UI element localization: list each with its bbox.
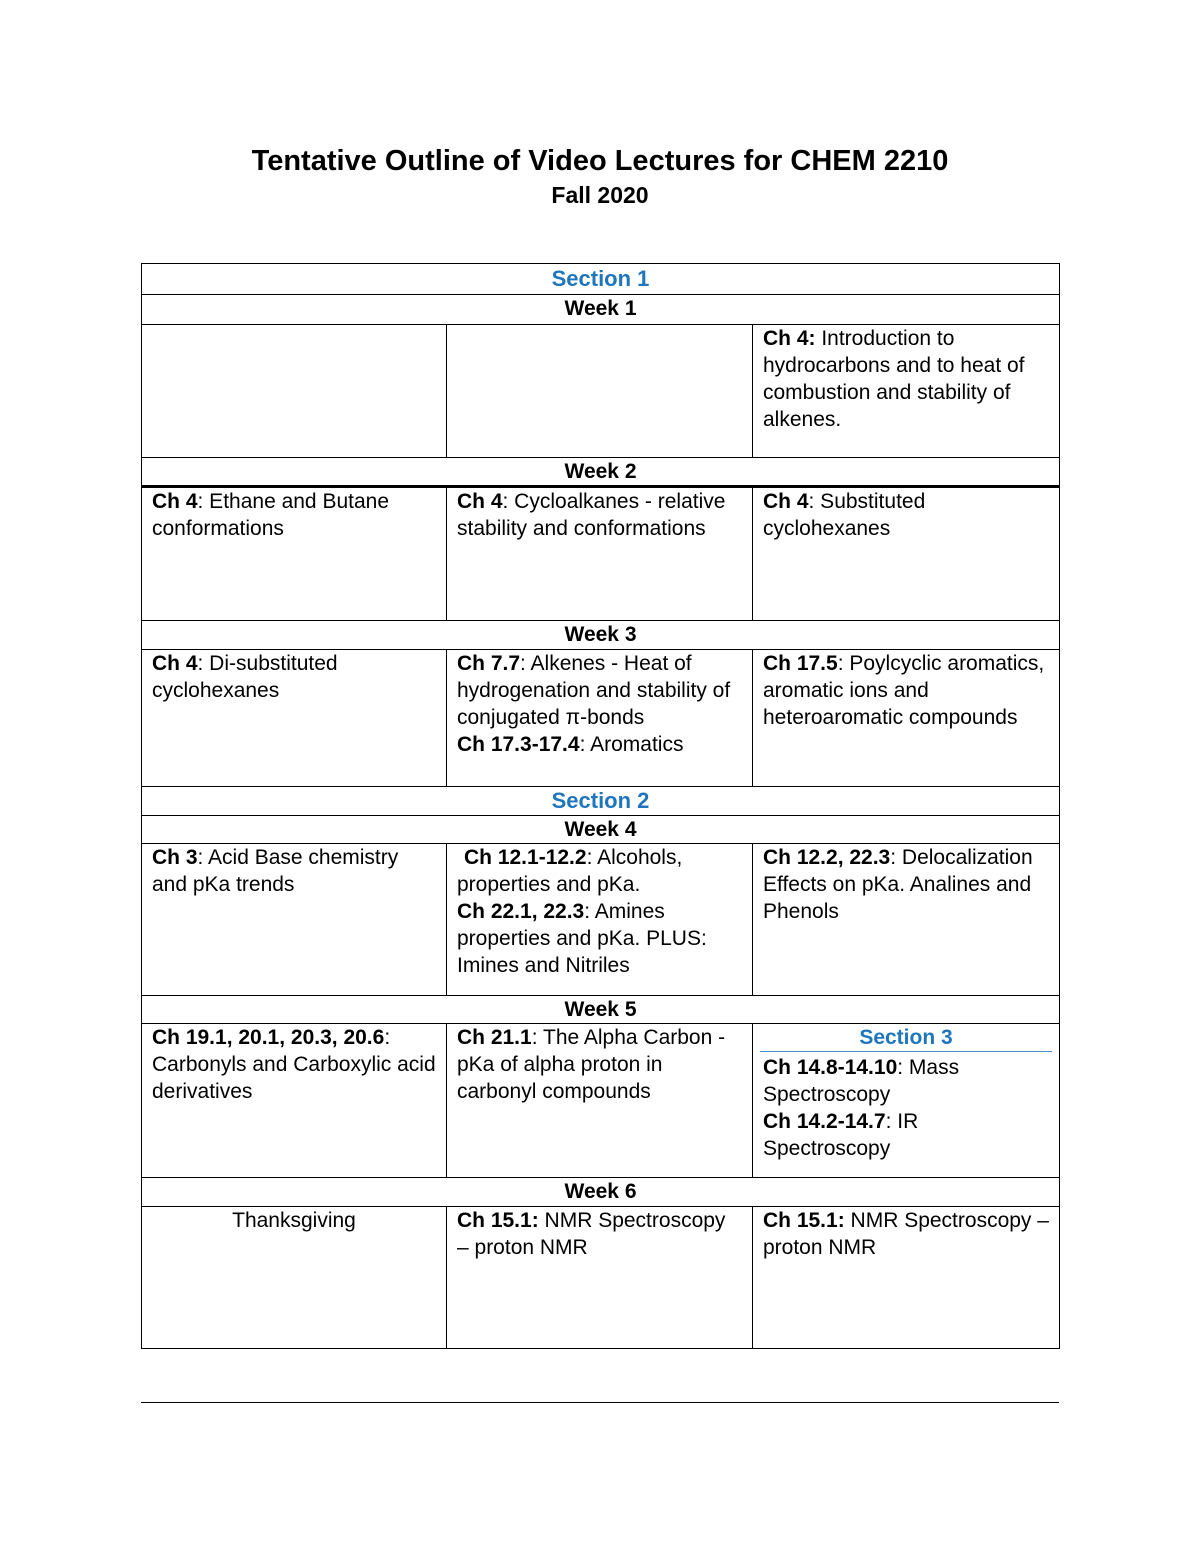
week-3-header: Week 3: [142, 621, 1060, 650]
chapter-ref: Ch 4: [763, 490, 809, 513]
section-header-row: [142, 787, 1060, 816]
week-1-cell-2: [447, 325, 753, 458]
section-header-row: [142, 264, 1060, 295]
lecture-topic: : Amines properties and pKa. PLUS: Imines and Nitriles: [457, 900, 707, 977]
lecture-topic: : Substituted cyclohexanes: [763, 490, 926, 540]
lecture-topic: : The Alpha Carbon - pKa of alpha proton in carbonyl compounds: [457, 1026, 726, 1103]
chapter-ref: Ch 7.7: [457, 652, 521, 675]
chapter-ref: Ch 14.2-14.7: [763, 1110, 886, 1133]
lecture-topic: : IR Spectroscopy: [763, 1110, 919, 1160]
week-2-header: Week 2: [142, 458, 1060, 487]
section-3-header: Section 3: [760, 1024, 1052, 1052]
chapter-ref: Ch 4: [457, 490, 503, 513]
chapter-ref: Ch 3: [152, 846, 198, 869]
chapter-ref: Ch 17.5: [763, 652, 838, 675]
week-2-row: [142, 487, 1060, 621]
lecture-topic: Introduction to hydrocarbons and to heat of combustion and stability of alkenes.: [763, 327, 1025, 431]
page-subtitle: Fall 2020: [551, 182, 649, 208]
week-3-row: [142, 650, 1060, 787]
week-3-cell-2: [447, 650, 753, 787]
lecture-topic: NMR Spectroscopy – proton NMR: [457, 1209, 726, 1259]
chapter-ref: Ch 4:: [763, 327, 816, 350]
week-5-cell-3: [753, 1024, 1060, 1178]
week-header-row: [142, 816, 1060, 844]
week-1-header: Week 1: [142, 295, 1060, 325]
lecture-topic: : Poylcyclic aromatics, aromatic ions and heteroaromatic compounds: [763, 652, 1045, 729]
section-2-header: Section 2: [142, 787, 1060, 816]
week-5-cell-2: [447, 1024, 753, 1178]
week-2-cell-2: [447, 487, 753, 621]
week-2-cell-1: [142, 487, 447, 621]
chapter-ref: Ch 12.1-12.2: [464, 846, 587, 869]
week-6-cell-2: [447, 1207, 753, 1349]
chapter-ref: Ch 4: [152, 490, 198, 513]
week-5-cell-1: [142, 1024, 447, 1178]
week-header-row: [142, 458, 1060, 487]
week-1-row: [142, 325, 1060, 458]
section-1-header: Section 1: [142, 264, 1060, 295]
lecture-topic: : Delocalization Effects on pKa. Analines and Phenols: [763, 846, 1033, 923]
lecture-topic: : Alcohols, properties and pKa.: [457, 846, 683, 896]
lecture-topic: : Ethane and Butane conformations: [152, 490, 390, 540]
week-4-cell-2: [447, 844, 753, 996]
week-header-row: [142, 295, 1060, 325]
lecture-topic: : Di-substituted cyclohexanes: [152, 652, 338, 702]
chapter-ref: Ch 21.1: [457, 1026, 532, 1049]
chapter-ref: Ch 12.2, 22.3: [763, 846, 891, 869]
footer-divider: [141, 1402, 1059, 1403]
lecture-topic: NMR Spectroscopy – proton NMR: [763, 1209, 1049, 1259]
week-header-row: [142, 621, 1060, 650]
week-1-cell-3: [753, 325, 1060, 458]
week-3-cell-1: [142, 650, 447, 787]
chapter-ref: Ch 22.1, 22.3: [457, 900, 585, 923]
lecture-topic: : Alkenes - Heat of hydrogenation and stability of conjugated π-bonds: [457, 652, 731, 729]
week-header-row: [142, 996, 1060, 1024]
week-5-row: [142, 1024, 1060, 1178]
lecture-topic: : Mass Spectroscopy: [763, 1056, 960, 1106]
week-4-cell-1: [142, 844, 447, 996]
week-4-row: [142, 844, 1060, 996]
chapter-ref: Ch 14.8-14.10: [763, 1056, 898, 1079]
week-1-cell-1: [142, 325, 447, 458]
page-title: Tentative Outline of Video Lectures for CHEM 2210: [251, 145, 949, 177]
week-3-cell-3: [753, 650, 1060, 787]
lecture-outline-table: [141, 263, 1060, 1349]
chapter-ref: Ch 15.1:: [457, 1209, 539, 1232]
lecture-topic: : Carbonyls and Carboxylic acid derivatives: [152, 1026, 436, 1103]
week-2-cell-3: [753, 487, 1060, 621]
week-header-row: [142, 1178, 1060, 1207]
week-5-header: Week 5: [142, 996, 1060, 1024]
chapter-ref: Ch 4: [152, 652, 198, 675]
week-6-row: [142, 1207, 1060, 1349]
lecture-topic: : Acid Base chemistry and pKa trends: [152, 846, 399, 896]
week-6-cell-3: [753, 1207, 1060, 1349]
week-6-cell-1: [142, 1207, 447, 1349]
lecture-topic: : Cycloalkanes - relative stability and conformations: [457, 490, 726, 540]
holiday-label: Thanksgiving: [232, 1209, 356, 1232]
chapter-ref: Ch 15.1:: [763, 1209, 845, 1232]
week-4-header: Week 4: [142, 816, 1060, 844]
chapter-ref: Ch 19.1, 20.1, 20.3, 20.6: [152, 1026, 385, 1049]
week-4-cell-3: [753, 844, 1060, 996]
week-6-header: Week 6: [142, 1178, 1060, 1207]
chapter-ref: Ch 17.3-17.4: [457, 733, 580, 756]
lecture-topic: : Aromatics: [579, 733, 684, 756]
